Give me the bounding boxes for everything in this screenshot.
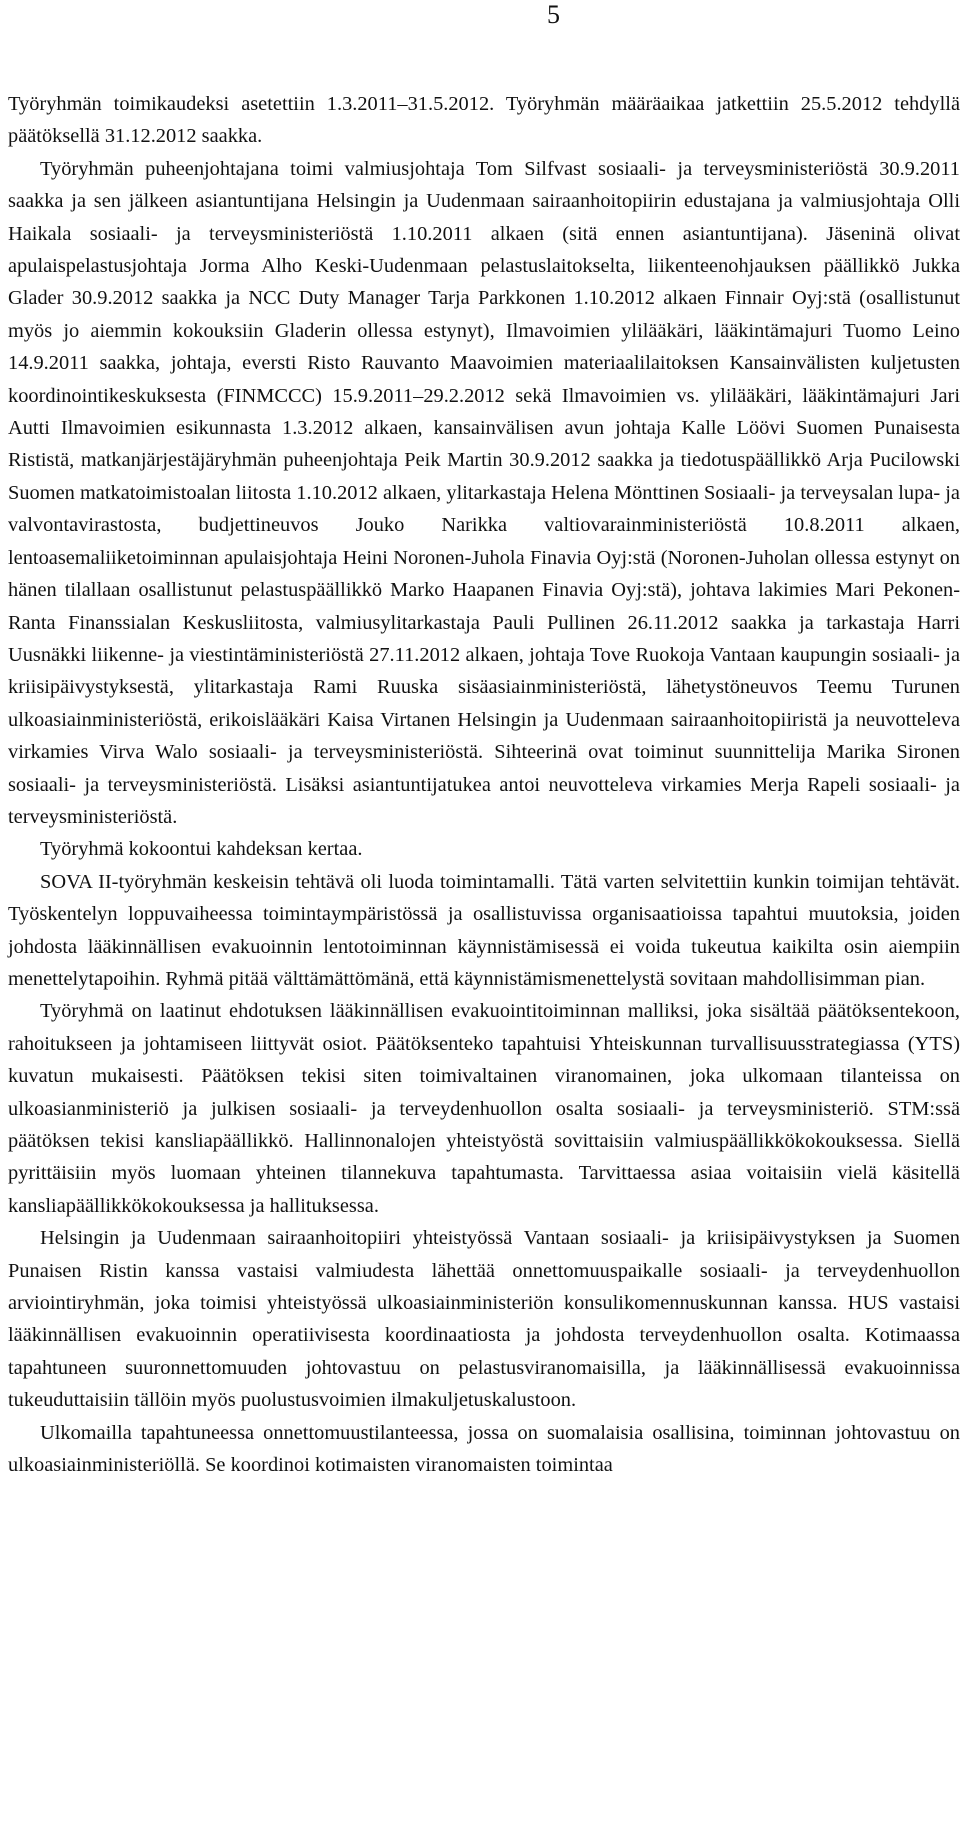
paragraph: Helsingin ja Uudenmaan sairaanhoitopiiri yhteistyössä Vantaan sosiaali- ja kriisipäivystyksen ja Suomen Punaisen Ristin kanssa vastaisi valmiudesta lähettää onnettomuuspaikalle sosiaali- ja terveydenhuollon arviointiryhmän, joka toimisi yhteistyössä ulkoasiainministeriön konsulikomennuskunnan kanssa. HUS vastaisi lääkinnällisen evakuoinnin operatiivisesta koordinaatiosta ja johdosta terveydenhuollon osalta. Kotimaassa tapahtuneen suuronnettomuuden johtovastuu on pelastusviranomaisilla, ja lääkinnällisessä evakuoinnissa tukeuduttaisiin tällöin myös puolustusvoimien ilmakuljetuskalustoon. — [8, 1227, 960, 1412]
paragraph: Työryhmä kokoontui kahdeksan kertaa. — [40, 838, 363, 861]
page-number: 5 — [547, 0, 560, 29]
paragraph: SOVA II-työryhmän keskeisin tehtävä oli luoda toimintamalli. Tätä varten selvitettiin kunkin toimijan tehtävät. Työskentelyn loppuvaiheessa toimintaympäristössä ja osallistuvissa organisaatioissa tapahtui muutoksia, joiden johdosta lääkinnällisen evakuoinnin lentotoiminnan käynnistämisessä ei voida tukeutua kaikilta osin aiempiin menettelytapoihin. Ryhmä pitää välttämättömänä, että käynnistämismenettelystä sovitaan mahdollisimman pian. — [8, 870, 960, 990]
paragraph: Työryhmä on laatinut ehdotuksen lääkinnällisen evakuointitoiminnan malliksi, joka sisältää päätöksentekoon, rahoitukseen ja johtamiseen liittyvät osiot. Päätöksenteko tapahtuisi Yhteiskunnan turvallisuusstrategiassa (YTS) kuvatun mukaisesti. Päätöksen tekisi siten toimivaltainen viranomainen, joka ulkomaan tilanteissa on ulkoasianministeriö ja julkisen sosiaali- ja terveydenhuollon osalta sosiaali- ja terveysministeriö. STM:ssä päätöksen tekisi kansliapäällikkö. Hallinnonalojen yhteistyöstä sovittaisiin valmiuspäällikkökokouksessa. Siellä pyrittäisiin myös luomaan yhteinen tilannekuva tapahtumasta. Tarvittaessa asiaa voitaisiin vielä käsitellä kansliapäällikkökokouksessa ja hallituksessa. — [8, 1000, 960, 1217]
document-body — [8, 88, 960, 1481]
paragraph: Työryhmän puheenjohtajana toimi valmiusjohtaja Tom Silfvast sosiaali- ja terveysministeriöstä 30.9.2011 saakka ja sen jälkeen asiantuntijana Helsingin ja Uudenmaan sairaanhoitopiirin edustajana ja valmiusjohtaja Olli Haikala sosiaali- ja terveysministeriöstä 1.10.2011 alkaen (sitä ennen asiantuntijana). Jäseninä olivat apulaispelastusjohtaja Jorma Alho Keski-Uudenmaan pelastuslaitokselta, liikenteenohjauksen päällikkö Jukka Glader 30.9.2012 saakka ja NCC Duty Manager Tarja Parkkonen 1.10.2012 alkaen Finnair Oyj:stä (osallistunut myös jo aiemmin kokouksiin Gladerin ollessa estynyt), Ilmavoimien ylilääkäri, lääkintämajuri Tuomo Leino 14.9.2011 saakka, johtaja, eversti Risto Rauvanto Maavoimien materiaalilaitoksen Kansainvälisten kuljetusten koordinointikeskuksesta (FINMCCC) 15.9.2011–29.2.2012 sekä Ilmavoimien vs. ylilääkäri, lääkintämajuri Jari Autti Ilmavoimien esikunnasta 1.3.2012 alkaen, kansainvälisen avun johtaja Kalle Löövi Suomen Punaisesta Rististä, matkanjärjestäjäryhmän puheenjohtaja Peik Martin 30.9.2012 saakka ja tiedotuspäällikkö Arja Pucilowski Suomen matkatoimistoalan liitosta 1.10.2012 alkaen, ylitarkastaja Helena Mönttinen Sosiaali- ja terveysalan lupa- ja valvontavirastosta, budjettineuvos Jouko Narikka valtiovarainministeriöstä 10.8.2011 alkaen, lentoasemaliiketoiminnan apulaisjohtaja Heini Noronen-Juhola Finavia Oyj:stä (Noronen-Juholan ollessa estynyt on hänen tilallaan osallistunut pelastuspäällikkö Marko Haapanen Finavia Oyj:stä), johtava lakimies Mari Pekonen-Ranta Finanssialan Keskusliitosta, valmiusylitarkastaja Pauli Pullinen 26.11.2012 saakka ja tarkastaja Harri Uusnäkki liikenne- ja viestintäministeriöstä 27.11.2012 alkaen, johtaja Tove Ruokoja Vantaan kaupungin sosiaali- ja kriisipäivystyksestä, ylitarkastaja Rami Ruuska sisäasiainministeriöstä, lähetystöneuvos Teemu Turunen ulkoasiainministeriöstä, erikoislääkäri Kaisa Virtanen Helsingin ja Uudenmaan sairaanhoitopiiristä ja neuvotteleva virkamies Virva Walo sosiaali- ja terveysministeriöstä. Sihteerinä ovat toiminut suunnittelija Marika Sironen sosiaali- ja terveysministeriöstä. Lisäksi asiantuntijatukea antoi neuvotteleva virkamies Merja Rapeli sosiaali- ja terveysministeriöstä. — [8, 157, 960, 828]
paragraph: Ulkomailla tapahtuneessa onnettomuustilanteessa, jossa on suomalaisia osallisina, toiminnan johtovastuu on ulkoasiainministeriöllä. Se koordinoi kotimaisten viranomaisten toimintaa — [8, 1421, 960, 1477]
paragraph: Työryhmän toimikaudeksi asetettiin 1.3.2011–31.5.2012. Työryhmän määräaikaa jatkettiin 25.5.2012 tehdyllä päätöksellä 31.12.2012 saakka. — [8, 93, 960, 148]
